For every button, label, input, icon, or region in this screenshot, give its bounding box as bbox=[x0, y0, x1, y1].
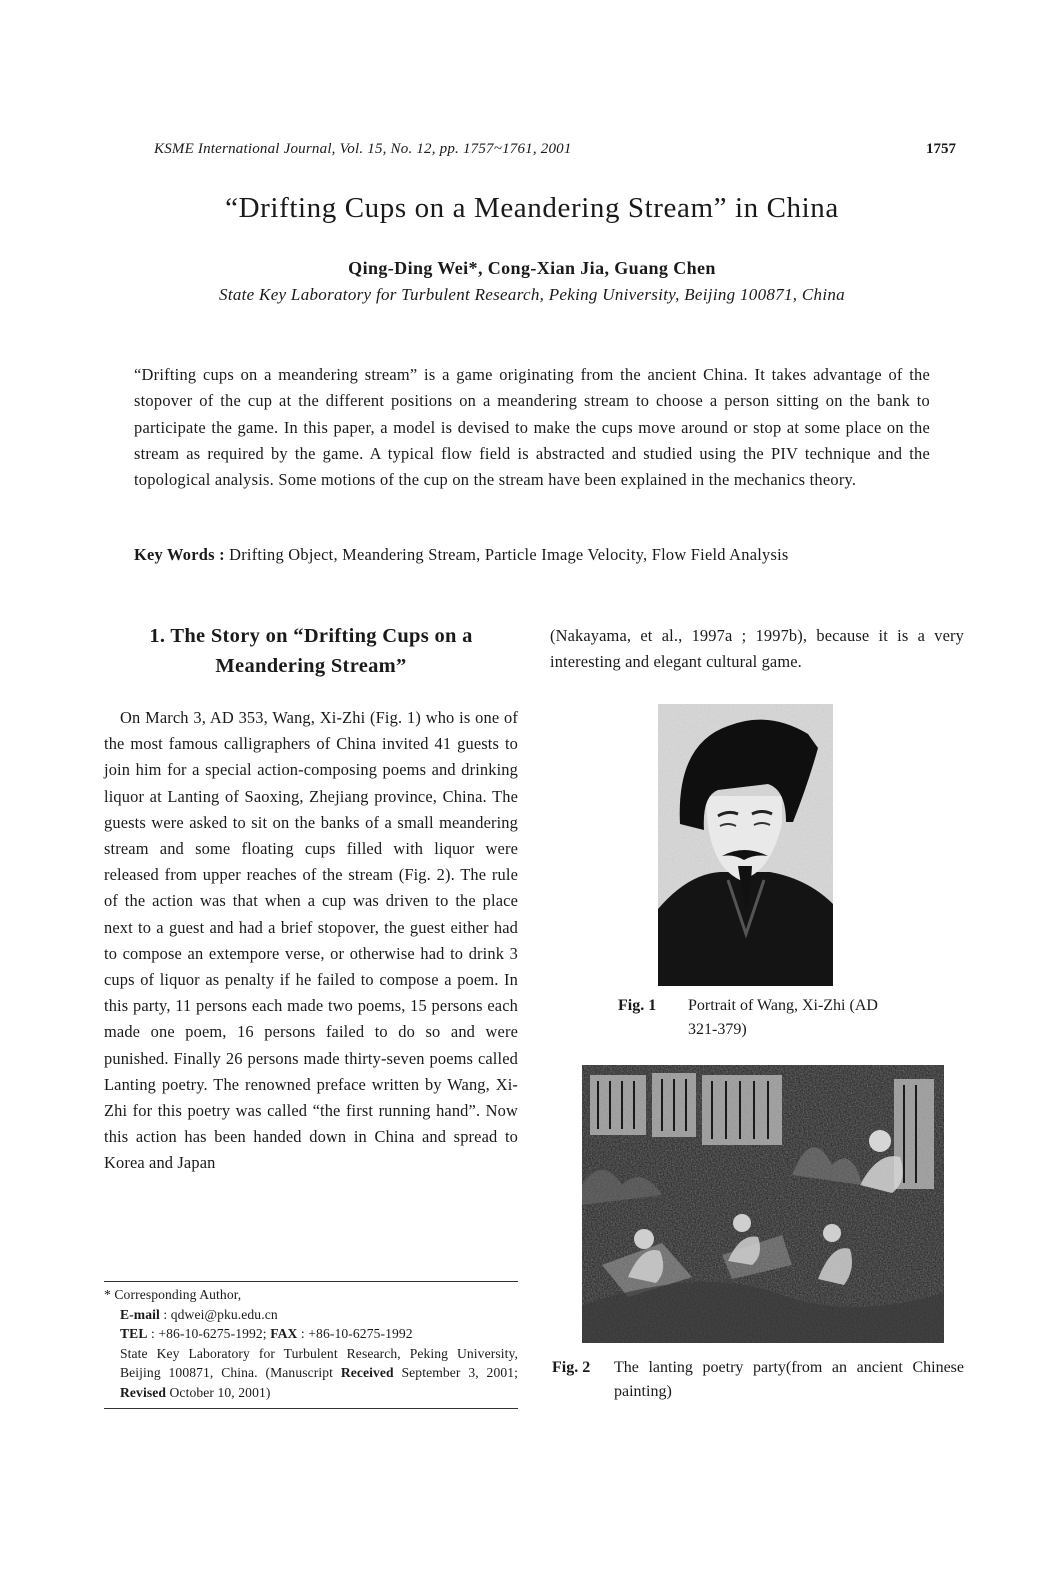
figure-2-number: Fig. 2 bbox=[552, 1359, 591, 1376]
keywords-text: Drifting Object, Meandering Stream, Particle Image Velocity, Flow Field Analysis bbox=[224, 545, 789, 564]
running-head: KSME International Journal, Vol. 15, No. 12, pp. 1757~1761, 2001 bbox=[154, 141, 572, 157]
footnote-email: E-mail : qdwei@pku.edu.cn bbox=[120, 1306, 278, 1322]
body-paragraph: On March 3, AD 353, Wang, Xi-Zhi (Fig. 1) who is one of the most famous calligraphers of China invited 41 guests to join him for a special action-composing poems and drinking liquor at Lanting of Saoxing, Zhejiang province, China. The guests were asked to sit on the banks of a small meandering stream and some floating cups filled with liquor were released from upper reaches of the stream (Fig. 2). The rule of the action was that when a cup was driven to the place next to a guest and had a brief stopover, the guest either had to compose an extempore verse, or otherwise had to drink 3 cups of liquor as penalty if he failed to compose a poem. In this party, 11 persons each made two poems, 15 persons each made one poem, 16 persons failed to do so and were punished. Finally 26 persons made thirty-seven poems called Lanting poetry. The renowned preface written by Wang, Xi-Zhi for this poetry was called “the first running hand”. Now this action has been handed down in China and spread to Korea and Japan bbox=[104, 708, 518, 1173]
figure-1-caption-text: Portrait of Wang, Xi-Zhi (AD 321-379) bbox=[688, 997, 878, 1038]
keywords-line bbox=[134, 545, 930, 565]
abstract: “Drifting cups on a meandering stream” is a game originating from the ancient China. It takes advantage of the stopover of the cup at the different positions on a meandering stream to choose a person sitting on the bank to participate the game. In this paper, a model is devised to make the cups move around or stop at some place on the stream as required by the game. A typical flow field is abstracted and studied using the PIV technique and the topological analysis. Some motions of the cup on the stream have been explained in the mechanics theory. bbox=[134, 365, 930, 490]
affiliation: State Key Laboratory for Turbulent Research, Peking University, Beijing 100871, China bbox=[219, 285, 845, 304]
footnote-corresponding: * Corresponding Author, bbox=[104, 1287, 242, 1302]
figure-1-caption bbox=[618, 994, 918, 1042]
page-number: 1757 bbox=[926, 141, 956, 157]
paper-title: “Drifting Cups on a Meandering Stream” in China bbox=[225, 192, 839, 224]
figure-1-portrait bbox=[658, 704, 833, 986]
figure-1-number: Fig. 1 bbox=[618, 997, 657, 1014]
keywords-label: Key Words : bbox=[134, 545, 225, 564]
body-text-left bbox=[104, 705, 518, 1177]
figure-2-caption-text: The lanting poetry party(from an ancient Chinese painting) bbox=[614, 1359, 964, 1400]
author-list: Qing-Ding Wei*, Cong-Xian Jia, Guang Chen bbox=[348, 258, 716, 278]
footnote-phone: TEL : +86-10-6275-1992; FAX : +86-10-6275-1992 bbox=[120, 1326, 413, 1341]
footnote-bottom-rule bbox=[104, 1408, 518, 1409]
body-text-right: (Nakayama, et al., 1997a ; 1997b), because it is a very interesting and elegant cultural game. bbox=[550, 626, 964, 672]
section-heading: 1. The Story on “Drifting Cups on a Meandering Stream” bbox=[149, 625, 473, 677]
footnote bbox=[104, 1285, 518, 1402]
figure-2-caption bbox=[552, 1356, 966, 1404]
figure-2-painting bbox=[582, 1065, 944, 1343]
footnote-rule bbox=[104, 1281, 518, 1282]
footnote-address: State Key Laboratory for Turbulent Research, Peking University, Beijing 100871, China. (Manuscript Received September 3, 2001; Revised October 10, 2001) bbox=[120, 1345, 519, 1400]
